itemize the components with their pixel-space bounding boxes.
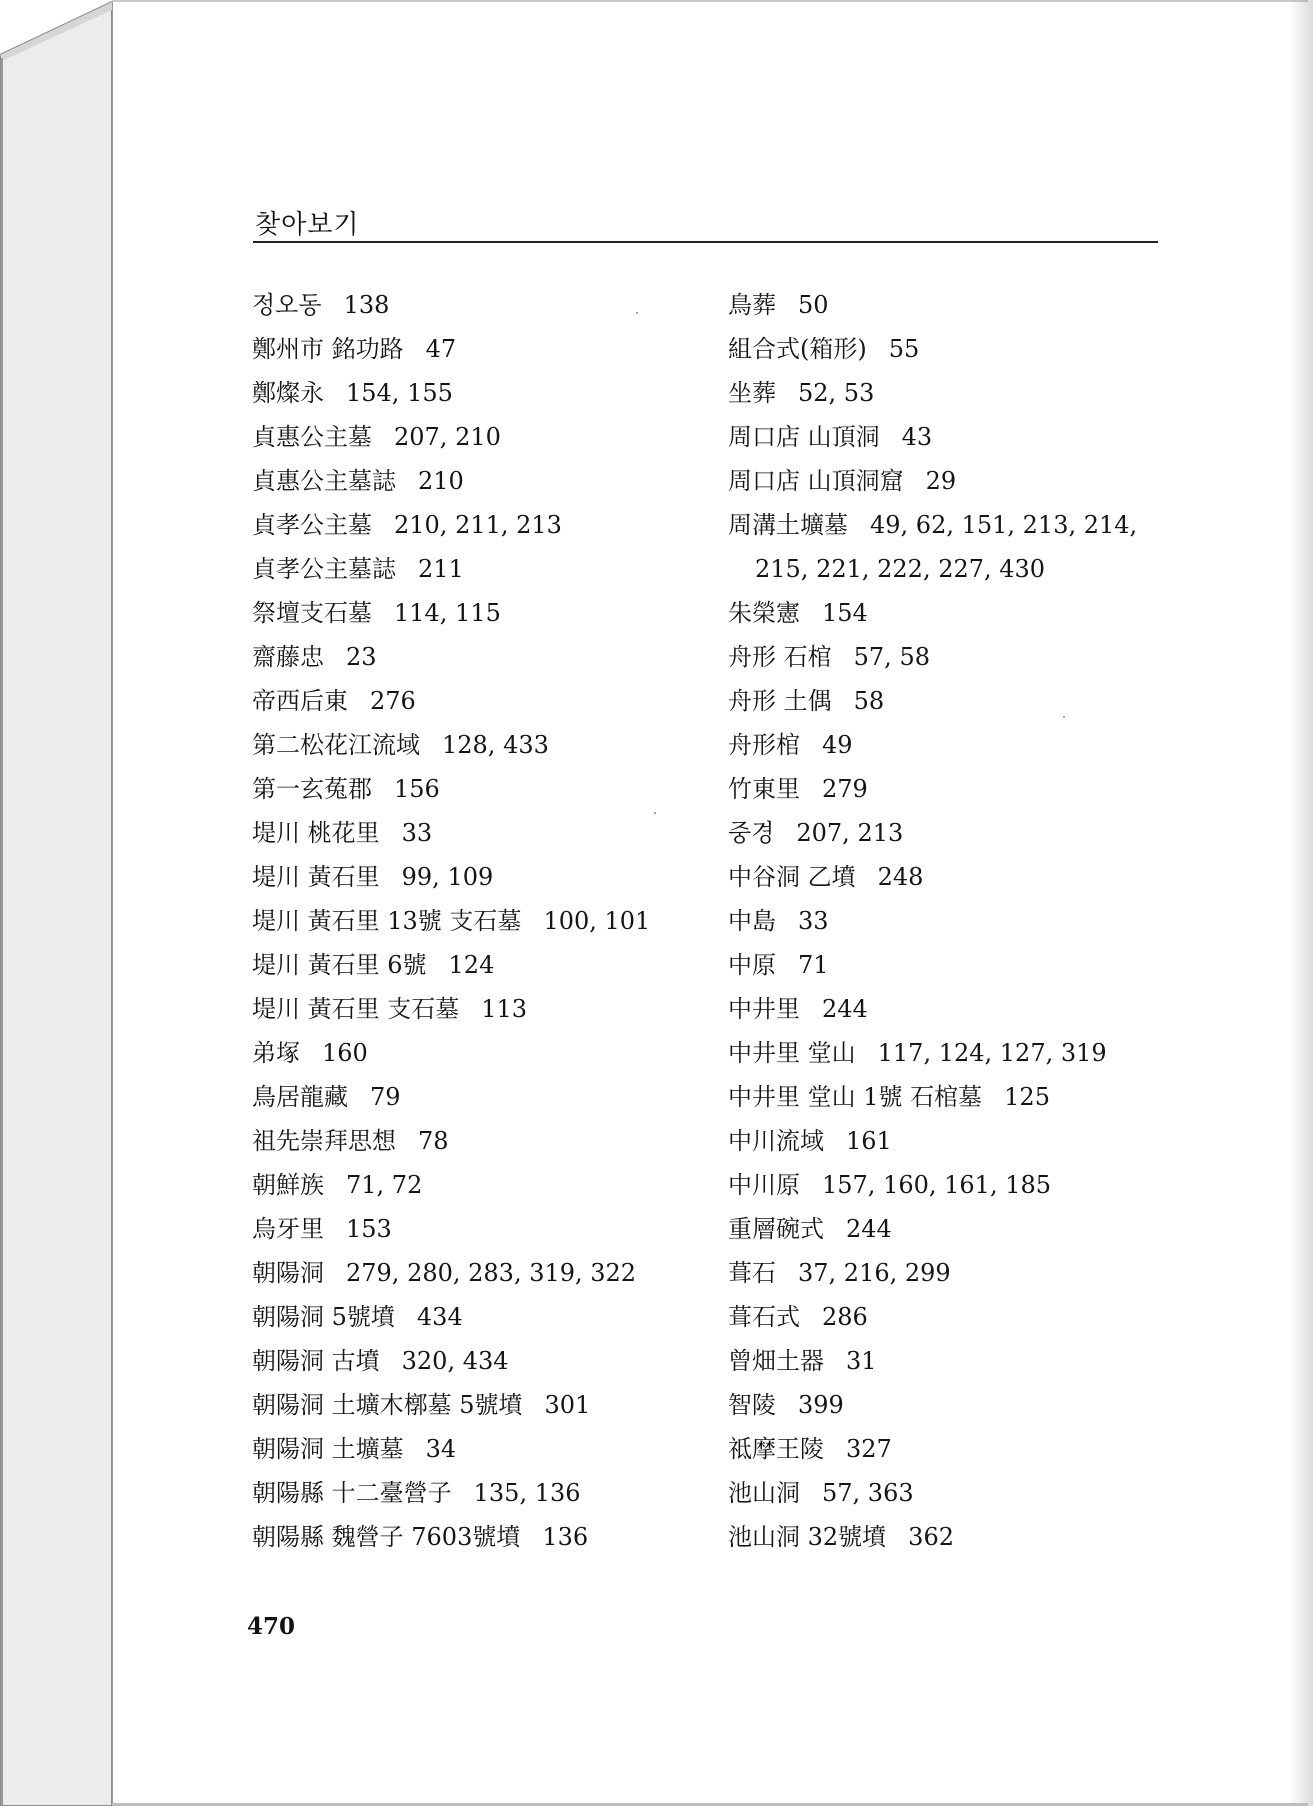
index-term: 池山洞 <box>728 1479 800 1507</box>
index-term: 朝陽洞 <box>252 1259 324 1287</box>
index-term: 帝西后東 <box>252 687 348 715</box>
index-page-refs: 37, 216, 299 <box>798 1259 951 1287</box>
index-term: 重層碗式 <box>728 1215 824 1243</box>
index-page-refs: 160 <box>322 1039 368 1067</box>
index-entry <box>728 811 1168 855</box>
index-page-refs: 135, 136 <box>473 1479 581 1507</box>
index-page-refs: 99, 109 <box>401 863 494 891</box>
index-entry <box>252 1163 692 1207</box>
index-entry <box>728 283 1168 327</box>
index-term: 堤川 黃石里 支石墓 <box>252 995 460 1023</box>
index-entry <box>728 327 1168 371</box>
index-term: 竹東里 <box>728 775 800 803</box>
index-entry <box>728 503 1187 591</box>
index-entry <box>728 1471 1168 1515</box>
index-term: 弟塚 <box>252 1039 300 1067</box>
index-entry <box>728 415 1168 459</box>
index-term: 朝陽洞 土壙墓 <box>252 1435 404 1463</box>
index-entry <box>252 459 692 503</box>
index-term: 第二松花江流域 <box>252 731 420 759</box>
index-term: 鄭燦永 <box>252 379 324 407</box>
index-entry <box>252 943 692 987</box>
index-term: 中井里 堂山 1號 石棺墓 <box>728 1083 983 1111</box>
index-page-refs: 156 <box>394 775 440 803</box>
index-entry <box>252 1031 692 1075</box>
index-term: 鄭州市 銘功路 <box>252 335 404 363</box>
index-entry <box>728 1515 1168 1559</box>
index-page-refs: 138 <box>343 291 390 319</box>
index-page-refs: 58 <box>853 687 885 715</box>
index-term: 組合式(箱形) <box>728 335 867 363</box>
index-page-refs: 301 <box>544 1391 591 1419</box>
index-entry <box>728 943 1168 987</box>
index-entry <box>728 1031 1168 1075</box>
index-entry <box>728 1075 1168 1119</box>
index-page-refs: 157, 160, 161, 185 <box>822 1171 1052 1199</box>
index-term: 智陵 <box>728 1391 776 1419</box>
index-entry <box>252 1295 692 1339</box>
index-term: 鳥居龍藏 <box>252 1083 348 1111</box>
scan-speck <box>636 312 638 314</box>
scan-speck <box>654 812 656 814</box>
index-page-refs: 117, 124, 127, 319 <box>877 1039 1107 1067</box>
index-entry <box>252 987 692 1031</box>
index-page-refs: 434 <box>416 1303 463 1331</box>
index-page-refs: 320, 434 <box>401 1347 509 1375</box>
index-page-refs: 244 <box>822 995 868 1023</box>
index-term: 舟形 土偶 <box>728 687 832 715</box>
index-entry <box>252 547 692 591</box>
index-page-refs: 33 <box>798 907 829 935</box>
index-page-refs: 23 <box>346 643 377 671</box>
index-entry <box>252 1515 692 1559</box>
index-page-refs: 71 <box>798 951 829 979</box>
index-page-refs: 78 <box>418 1127 449 1155</box>
index-term: 朝陽洞 土壙木槨墓 5號墳 <box>252 1391 523 1419</box>
index-term: 堤川 黃石里 13號 支石墓 <box>252 907 522 935</box>
index-entry <box>252 415 692 459</box>
index-term: 中谷洞 乙墳 <box>728 863 856 891</box>
index-term: 池山洞 32號墳 <box>728 1523 887 1551</box>
index-page-refs: 50 <box>798 291 829 319</box>
index-entry <box>728 1295 1168 1339</box>
index-page-refs: 49, 62, 151, 213, 214, 215, 221, 222, 227, 430 <box>755 511 1138 583</box>
index-term: 朱榮憲 <box>728 599 800 627</box>
index-page-refs: 286 <box>822 1303 868 1331</box>
index-term: 周口店 山頂洞窟 <box>728 467 904 495</box>
index-page-refs: 47 <box>425 335 457 363</box>
index-page-refs: 33 <box>401 819 433 847</box>
index-entry <box>252 503 692 547</box>
index-entry <box>728 371 1168 415</box>
index-page-refs: 79 <box>370 1083 401 1111</box>
index-term: 堤川 黃石里 6號 <box>252 951 427 979</box>
index-column-right <box>728 283 1168 1559</box>
index-page-refs: 113 <box>481 995 528 1023</box>
index-page-refs: 124 <box>448 951 495 979</box>
index-entry <box>252 1207 692 1251</box>
index-page-refs: 57, 363 <box>822 1479 914 1507</box>
index-term: 中川流域 <box>728 1127 824 1155</box>
index-entry <box>728 767 1168 811</box>
index-page-refs: 279, 280, 283, 319, 322 <box>346 1259 637 1287</box>
index-page-refs: 29 <box>925 467 957 495</box>
index-entry <box>728 987 1168 1031</box>
index-page-refs: 154 <box>822 599 868 627</box>
index-entry <box>728 1383 1168 1427</box>
index-column-left <box>252 283 692 1559</box>
index-page-refs: 207, 210 <box>394 423 501 451</box>
index-term: 烏牙里 <box>252 1215 324 1243</box>
index-term: 舟形棺 <box>728 731 800 759</box>
index-page-refs: 362 <box>908 1523 954 1551</box>
header-rule <box>253 241 1158 243</box>
index-term: 中原 <box>728 951 776 979</box>
index-term: 鳥葬 <box>728 291 776 319</box>
index-entry <box>252 1339 692 1383</box>
index-page-refs: 276 <box>370 687 416 715</box>
page-number: 470 <box>247 1613 296 1640</box>
index-entry <box>728 679 1168 723</box>
index-term: 중경 <box>728 819 775 847</box>
index-term: 朝陽洞 5號墳 <box>252 1303 395 1331</box>
index-page-refs: 31 <box>846 1347 877 1375</box>
index-entry <box>728 723 1168 767</box>
index-term: 祗摩王陵 <box>728 1435 824 1463</box>
index-entry <box>728 1427 1168 1471</box>
index-entry <box>252 1251 692 1295</box>
index-page-refs: 279 <box>822 775 868 803</box>
index-page-refs: 399 <box>798 1391 844 1419</box>
index-term: 朝陽縣 魏營子 7603號墳 <box>252 1523 521 1551</box>
index-term: 舟形 石棺 <box>728 643 832 671</box>
index-entry <box>252 591 692 635</box>
index-term: 中島 <box>728 907 776 935</box>
index-entry <box>252 635 692 679</box>
index-entry <box>252 283 692 327</box>
index-term: 정오동 <box>252 291 322 319</box>
index-entry <box>252 371 692 415</box>
index-page-refs: 248 <box>877 863 924 891</box>
index-page-refs: 71, 72 <box>346 1171 423 1199</box>
index-term: 祭壇支石墓 <box>252 599 372 627</box>
index-entry <box>728 635 1168 679</box>
index-entry <box>252 811 692 855</box>
index-page-refs: 34 <box>425 1435 457 1463</box>
index-entry <box>252 855 692 899</box>
index-entry <box>728 1251 1168 1295</box>
index-entry <box>252 679 692 723</box>
index-page-refs: 49 <box>822 731 853 759</box>
index-page-refs: 210 <box>418 467 464 495</box>
index-term: 坐葬 <box>728 379 776 407</box>
index-page-refs: 161 <box>846 1127 892 1155</box>
index-term: 葺石式 <box>728 1303 800 1331</box>
index-entry <box>728 1163 1168 1207</box>
index-entry <box>252 1471 692 1515</box>
index-term: 葺石 <box>728 1259 776 1287</box>
index-entry <box>252 1427 692 1471</box>
index-entry <box>252 327 692 371</box>
index-entry <box>252 767 692 811</box>
index-page-refs: 57, 58 <box>853 643 930 671</box>
index-page-refs: 125 <box>1004 1083 1050 1111</box>
index-page-refs: 52, 53 <box>798 379 875 407</box>
index-page-refs: 114, 115 <box>394 599 501 627</box>
index-page-refs: 207, 213 <box>796 819 904 847</box>
index-term: 朝陽洞 古墳 <box>252 1347 380 1375</box>
index-entry <box>728 459 1168 503</box>
index-page-refs: 210, 211, 213 <box>394 511 562 539</box>
index-term: 周溝土壙墓 <box>728 511 848 539</box>
index-entry <box>252 723 692 767</box>
scan-speck <box>1063 716 1065 718</box>
index-page-refs: 154, 155 <box>346 379 453 407</box>
index-page-refs: 128, 433 <box>442 731 549 759</box>
index-page-refs: 244 <box>846 1215 892 1243</box>
running-header: 찾아보기 <box>255 210 360 240</box>
index-term: 中井里 堂山 <box>728 1039 856 1067</box>
index-entry <box>728 1339 1168 1383</box>
index-page-refs: 136 <box>542 1523 589 1551</box>
index-term: 中川原 <box>728 1171 800 1199</box>
index-term: 朝鮮族 <box>252 1171 324 1199</box>
index-entry <box>728 899 1168 943</box>
index-entry <box>728 591 1168 635</box>
index-term: 祖先崇拜思想 <box>252 1127 396 1155</box>
index-page-refs: 153 <box>346 1215 392 1243</box>
index-entry <box>728 1119 1168 1163</box>
book-page-edges <box>0 0 114 1806</box>
index-term: 貞惠公主墓 <box>252 423 372 451</box>
page-right-shadow <box>1289 0 1313 1806</box>
index-entry <box>252 1119 692 1163</box>
index-term: 堤川 桃花里 <box>252 819 380 847</box>
index-entry <box>728 855 1168 899</box>
index-entry <box>252 1383 692 1427</box>
index-term: 周口店 山頂洞 <box>728 423 880 451</box>
index-term: 貞孝公主墓誌 <box>252 555 396 583</box>
index-term: 第一玄菟郡 <box>252 775 372 803</box>
index-page-refs: 55 <box>888 335 920 363</box>
index-term: 齋藤忠 <box>252 643 324 671</box>
index-term: 朝陽縣 十二臺營子 <box>252 1479 452 1507</box>
index-term: 堤川 黃石里 <box>252 863 380 891</box>
index-page-refs: 327 <box>846 1435 892 1463</box>
index-term: 貞惠公主墓誌 <box>252 467 396 495</box>
index-page-refs: 211 <box>418 555 464 583</box>
index-entry <box>252 1075 692 1119</box>
index-page-refs: 43 <box>901 423 933 451</box>
index-entry <box>728 1207 1168 1251</box>
index-term: 曾畑土器 <box>728 1347 824 1375</box>
index-term: 中井里 <box>728 995 800 1023</box>
index-entry <box>252 899 692 943</box>
index-term: 貞孝公主墓 <box>252 511 372 539</box>
index-page-refs: 100, 101 <box>543 907 651 935</box>
